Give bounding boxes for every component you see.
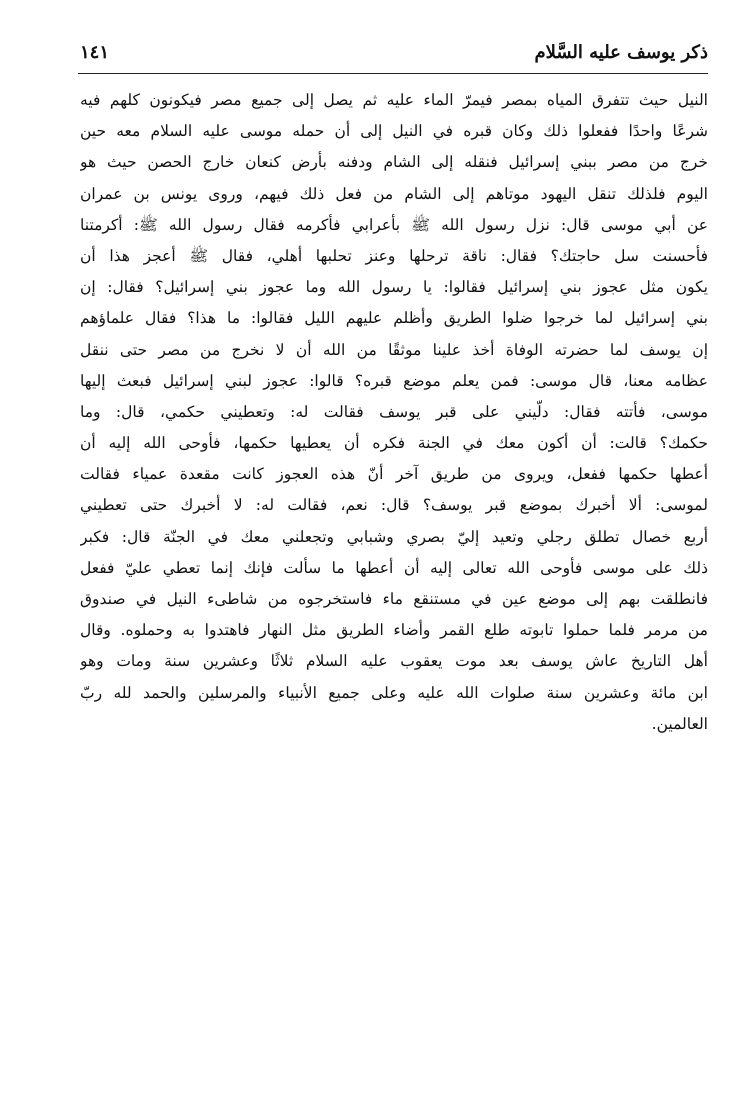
text-line: أربع خصال تطلق رجلي وتعيد إليّ بصري وشبابي وتجعلني معك في الجنّة قال: فكبر [80, 527, 708, 546]
text-line: ابن مائة وعشرين سنة صلوات الله عليه وعلى جميع الأنبياء والمرسلين والحمد لله ربّ [80, 683, 708, 702]
header-rule [78, 73, 708, 74]
text-line: موسى، فأتته فقال: دلّيني على قبر يوسف فقالت له: وتعطيني حكمي، قال: وما [80, 402, 708, 421]
running-title: ذكر يوسف عليه السَّلام [534, 42, 708, 63]
text-line: فانطلقت بهم إلى موضع عين في مستنقع ماء فاستخرجوه من شاطىء النيل في صندوق [80, 590, 708, 608]
text-line-final: العالمين. [651, 714, 708, 733]
text-line: خرج من مصر ببني إسرائيل فنقله إلى الشام ودفنه بأرض كنعان خارج الحصن حيث هو [80, 153, 708, 172]
body-text [80, 85, 708, 740]
text-line: عن أبي موسى قال: نزل رسول الله ﷺ بأعرابي فأكرمه فقال رسول الله ﷺ: أكرمتنا [80, 215, 708, 234]
text-line: بني إسرائيل لما خرجوا ضلوا الطريق وأظلم عليهم الليل فقالوا: ما هذا؟ فقال علماؤهم [80, 309, 708, 328]
text-line: إن يوسف لما حضرته الوفاة أخذ علينا موثقًا من الله أن لا نخرج من مصر حتى ننقل [80, 340, 708, 359]
text-line: اليوم فلذلك تنقل اليهود موتاهم إلى الشام من فعل ذلك فيهم، وروى يونس بن عمران [80, 184, 708, 203]
text-line: من مرمر فلما حملوا تابوته طلع القمر وأضاء الطريق مثل النهار فاهتدوا به وحملوه. وقال [80, 621, 708, 640]
page-header [80, 40, 708, 74]
text-line: شرعًا واحدًا ففعلوا ذلك وكان قبره في النيل إلى أن حمله موسى عليه السلام معه حين [80, 122, 708, 141]
text-line: لموسى: ألا أخبرك بموضع قبر يوسف؟ قال: نعم، فقالت له: لا أخبرك حتى تعطيني [80, 496, 708, 515]
page-number: ١٤١ [80, 42, 110, 63]
text-line: فأحسنت سل حاجتك؟ فقال: ناقة ترحلها وعنز تحلبها أهلي، فقال ﷺ أعجز هذا أن [80, 246, 708, 265]
text-line: أهل التاريخ عاش يوسف بعد موت يعقوب عليه السلام ثلاثًا وعشرين سنة ومات وهو [80, 652, 708, 671]
text-line: أعطها حكمها ففعل، ويروى من طريق آخر أنّ هذه العجوز كانت مقعدة عمياء فقالت [80, 465, 708, 484]
text-line: يكون مثل عجوز بني إسرائيل فقالوا: يا رسول الله وما عجوز بني إسرائيل؟ فقال: إن [80, 278, 708, 297]
text-line: النيل حيث تتفرق المياه بمصر فيمرّ الماء عليه ثم يصل إلى جميع مصر فيكونون كلهم فيه [80, 91, 708, 109]
text-line: حكمك؟ قالت: أن أكون معك في الجنة فكره أن يعطيها حكمها، فأوحى الله إليه أن [80, 434, 708, 453]
text-line: عظامه معنا، قال موسى: فمن يعلم موضع قبره؟ قالوا: عجوز لبني إسرائيل فبعث إليها [80, 371, 708, 390]
text-line: ذلك على موسى فأوحى الله تعالى إليه أن أعطها ما سألت فإنك إنما تعطي عليّ ففعل [80, 558, 708, 577]
